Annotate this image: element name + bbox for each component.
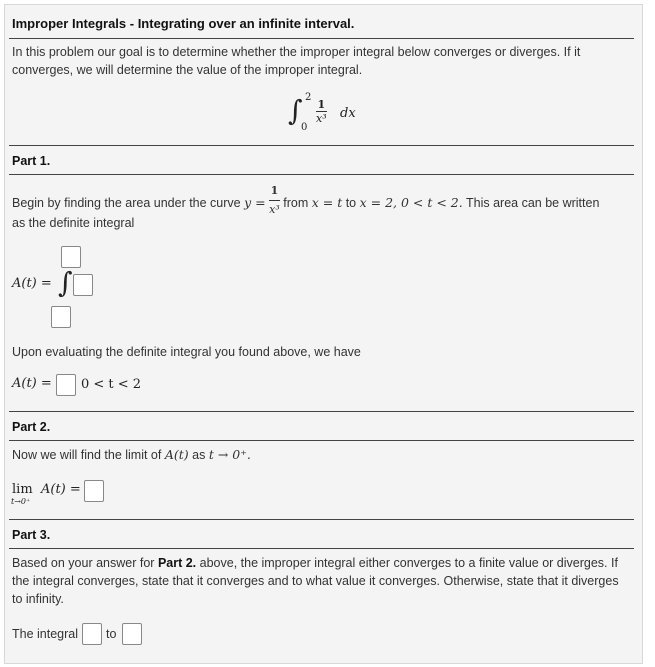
part1-instructions: Begin by finding the area under the curve y = $\frac{1}{\text{x³}}$ from x = t to x = 2, 0 < t < 2. This area can be written (12, 182, 599, 219)
At-answer-input[interactable] (56, 374, 76, 396)
divider (9, 440, 634, 441)
divider (9, 548, 634, 549)
divider (9, 411, 634, 412)
page-title: Improper Integrals - Integrating over an infinite interval. (12, 16, 355, 31)
main-integral (288, 92, 368, 138)
integral-upper-limit: 2 (305, 92, 312, 103)
integral-differential: dx (340, 106, 356, 121)
lim-word: lim (12, 482, 33, 497)
divider (9, 519, 634, 520)
integral-answer-to: to (106, 627, 117, 641)
part2-instructions: Now we will find the limit of A(t) as t → 0⁺. (12, 447, 251, 462)
limit-answer-input[interactable] (84, 480, 104, 502)
part1-instructions-line-2: as the definite integral (12, 216, 135, 230)
divider (9, 38, 634, 39)
integrand-numerator: 1 (317, 98, 326, 111)
curve-fraction: $\frac{1}{\text{x³}}$ (269, 184, 280, 216)
integrand-denominator: x³ (316, 112, 327, 125)
At-label-2: A(t) = (12, 376, 52, 391)
lim-subscript: t→0⁺ (11, 497, 31, 506)
lower-limit-input[interactable] (51, 306, 71, 328)
converge-diverge-input[interactable] (82, 623, 102, 645)
upper-limit-input[interactable] (61, 246, 81, 268)
part3-line-3: to infinity. (12, 592, 64, 606)
divider (9, 145, 634, 146)
part2-heading: Part 2. (12, 420, 51, 434)
integrand-input[interactable] (73, 274, 93, 296)
integral-answer-prefix: The integral (12, 627, 79, 641)
t-range: 0 < t < 2 (81, 377, 142, 392)
integral-sign: ∫ (288, 94, 303, 127)
part3-heading: Part 3. (12, 528, 51, 542)
intro-line-2: converges, we will determine the value of the improper integral. (12, 63, 363, 77)
part3-line-2: the integral converges, state that it converges and to what value it converges. Otherwise, state that it diverges (12, 574, 619, 588)
divider (9, 174, 634, 175)
At-label: A(t) = (12, 276, 52, 291)
definite-integral-sign: ∫ (58, 266, 73, 299)
part3-line-1: Based on your answer for Part 2. above, the improper integral either converges to a finite value or diverges. If (12, 556, 618, 570)
integrand-fraction (316, 98, 327, 125)
evaluation-text: Upon evaluating the definite integral you found above, we have (12, 345, 361, 359)
part1-heading: Part 1. (12, 154, 51, 168)
intro-line-1: In this problem our goal is to determine whether the improper integral below converges or diverges. If it (12, 45, 581, 59)
integral-value-input[interactable] (122, 623, 142, 645)
lim-function: A(t) = (41, 482, 81, 497)
integral-lower-limit: 0 (301, 122, 308, 133)
